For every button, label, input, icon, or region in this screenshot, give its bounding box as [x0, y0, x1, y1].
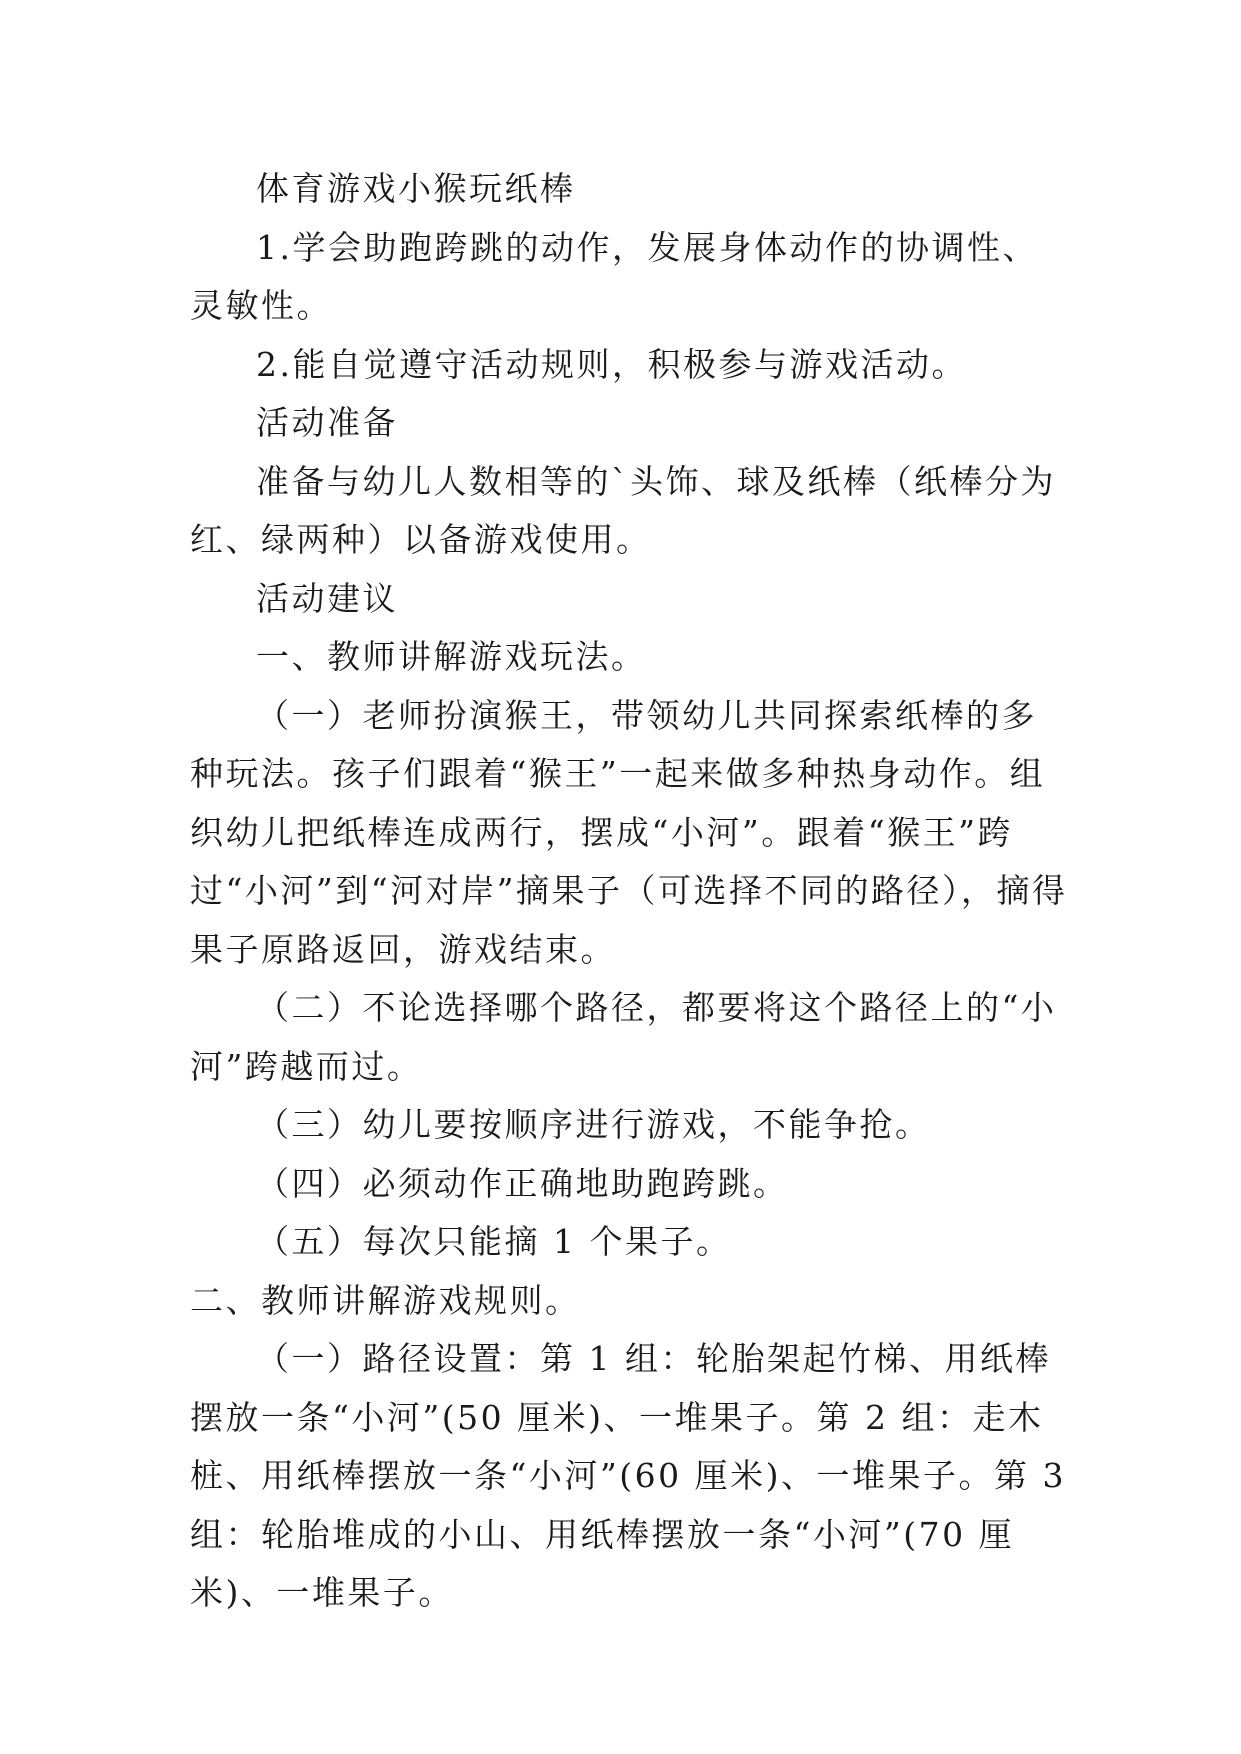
- goal-2: 2.能自觉遵守活动规则，积极参与游戏活动。: [256, 344, 967, 384]
- prep-heading: 活动准备: [256, 403, 398, 442]
- goal-1: 1.学会助跑跨跳的动作，发展身体动作的协调性、灵敏性。: [190, 227, 1038, 325]
- section-1-item-1: （一）老师扮演猴王，带领幼儿共同探索纸棒的多种玩法。孩子们跟着“猴王”一起来做多种热身动作。组织幼儿把纸棒连成两行，摆成“小河”。跟着“猴王”跨过“小河”到“河对岸”摘果子（可选择不同的路径），摘得果子原路返回，游戏结束。: [190, 695, 1068, 969]
- suggest-heading: 活动建议: [256, 578, 398, 618]
- section-1-item-3: （三）幼儿要按顺序进行游戏，不能争抢。: [256, 1105, 931, 1144]
- section-1-item-5: （五）每次只能摘 1 个果子。: [256, 1222, 732, 1261]
- section-1-heading: 一、教师讲解游戏玩法。: [256, 637, 647, 676]
- section-1-item-2: （二）不论选择哪个路径，都要将这个路径上的“小河”跨越而过。: [190, 988, 1057, 1086]
- prep-text: 准备与幼儿人数相等的`头饰、球及纸棒（纸棒分为红、绿两种）以备游戏使用。: [190, 461, 1056, 559]
- document-title: 体育游戏小猴玩纸棒: [256, 169, 576, 208]
- section-2-item-1: （一）路径设置：第 1 组：轮胎架起竹梯、用纸棒摆放一条“小河”(50 厘米)、一堆果子。第 2 组：走木桩、用纸棒摆放一条“小河”(60 厘米)、一堆果子。第 3 组：轮胎堆成的小山、用纸棒摆放一条“小河”(70 厘米)、一堆果子。: [190, 1339, 1066, 1612]
- document-body: [190, 160, 1070, 1623]
- section-2-heading: 二、教师讲解游戏规则。: [190, 1280, 581, 1320]
- section-1-item-4: （四）必须动作正确地助跑跨跳。: [256, 1163, 789, 1203]
